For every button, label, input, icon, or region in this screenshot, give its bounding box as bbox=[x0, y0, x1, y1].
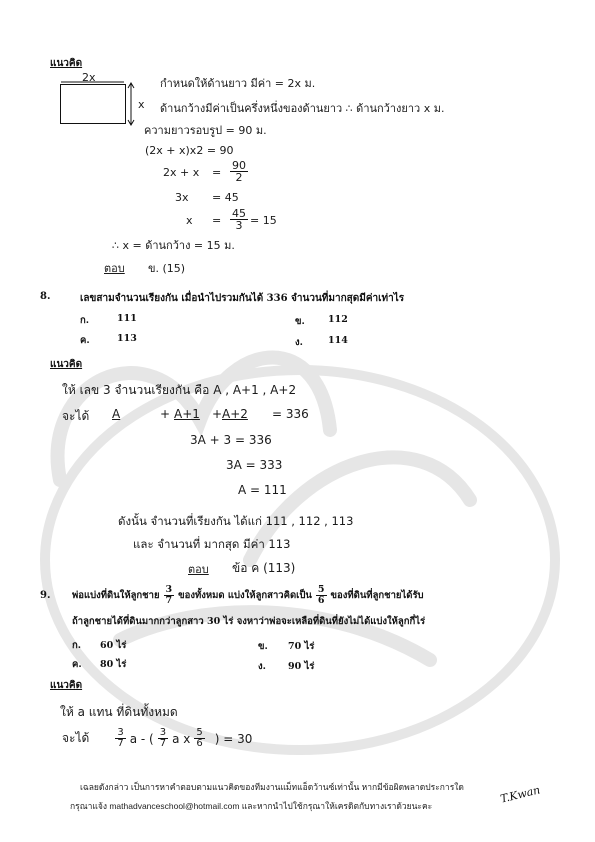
equation-2-equals: = bbox=[212, 166, 222, 179]
equation-2-left: 2x + x bbox=[163, 166, 200, 179]
q8-option-c: 113 bbox=[117, 333, 137, 344]
q8-option-c-label: ค. bbox=[80, 335, 90, 346]
equation-4-left: x bbox=[186, 214, 193, 227]
q8-option-a-label: ก. bbox=[80, 315, 90, 326]
q9-option-c-label: ค. bbox=[72, 659, 82, 670]
plus-2: + bbox=[212, 407, 223, 421]
eq-a: A = 111 bbox=[238, 483, 287, 497]
given-long-side: กำหนดให้ด้านยาว มีค่า = 2x ม. bbox=[160, 77, 316, 90]
q8-number: 8. bbox=[40, 291, 51, 302]
q9-fraction-5-6: $\frac{5}{6}$ bbox=[317, 584, 325, 606]
rect-side-arrow bbox=[126, 82, 136, 126]
rect-side-label: x bbox=[138, 98, 145, 111]
q8-option-d: 114 bbox=[328, 335, 348, 346]
rect-top-arrow bbox=[60, 78, 126, 86]
footer-disclaimer: เฉลยดังกล่าว เป็นการหาคำตอบตามแนวคิดของทีมงานแม็ทแอ็ดว้านซ์เท่านั้น หากมีข้อผิดพลาดประการใด bbox=[80, 782, 464, 792]
solution-heading-1: แนวคิด bbox=[50, 58, 83, 69]
equation-4-equals: = bbox=[212, 214, 222, 227]
equation-4-result: = 15 bbox=[250, 214, 277, 227]
answer-label-2: ตอบ bbox=[188, 563, 209, 576]
solution-heading-3: แนวคิด bbox=[50, 680, 83, 691]
let-a-total-land: ให้ a แทน ที่ดินทั้งหมด bbox=[60, 705, 178, 719]
equation-2-fraction: $\frac{90}{2}$ bbox=[232, 159, 246, 184]
let-three-numbers: ให้ เลข 3 จำนวนเรียงกัน คือ A , A+1 , A+2 bbox=[62, 383, 297, 397]
q8-option-a: 111 bbox=[117, 313, 137, 324]
equation-land: จะได้ $\frac{3}{7}$ a - ( $\frac{3}{7}$ a x $\frac{5}{6}$ ) = 30 bbox=[62, 727, 253, 749]
q9-text-line1: พ่อแบ่งที่ดินให้ลูกชาย $\frac{3}{7}$ ของทั้งหมด แบ่งให้ลูกสาวคิดเป็น $\frac{5}{6}$ ของที่ดินที่ลูกชายได้รับ bbox=[72, 584, 424, 606]
q9-option-d: 90 ไร่ bbox=[288, 661, 315, 672]
term-a-plus-1: A+1 bbox=[174, 407, 200, 421]
largest-number: และ จำนวนที่ มากสุด มีค่า 113 bbox=[133, 537, 291, 551]
term-a-plus-2: A+2 bbox=[222, 407, 248, 421]
q8-option-b: 112 bbox=[328, 314, 348, 325]
eq-3a-plus-3: 3A + 3 = 336 bbox=[190, 433, 272, 447]
rect-top-label: 2x bbox=[82, 71, 96, 84]
answer-label-1: ตอบ bbox=[104, 262, 125, 275]
q8-text: เลขสามจำนวนเรียงกัน เมื่อนำไปรวมกันได้ 336 จำนวนที่มากสุดมีค่าเท่าไร bbox=[80, 293, 405, 304]
eq-3a: 3A = 333 bbox=[226, 458, 283, 472]
plus-1: + bbox=[160, 407, 171, 421]
answer-value-2: ข้อ ค (113) bbox=[232, 561, 296, 575]
q8-option-b-label: ข. bbox=[295, 316, 305, 327]
rectangle-diagram bbox=[60, 84, 126, 124]
q9-option-d-label: ง. bbox=[258, 661, 266, 672]
given-short-side: ด้านกว้างมีค่าเป็นครึ่งหนึ่งของด้านยาว ∴ ด้านกว้างยาว x ม. bbox=[160, 102, 445, 115]
q8-option-d-label: ง. bbox=[295, 337, 303, 348]
q9-option-c: 80 ไร่ bbox=[100, 659, 127, 670]
block2-jadai: จะได้ bbox=[62, 409, 90, 423]
sum-336: = 336 bbox=[272, 407, 309, 421]
q9-fraction-3-7: $\frac{3}{7}$ bbox=[165, 584, 173, 606]
q9-number: 9. bbox=[40, 590, 51, 601]
footer-contact: กรุณาแจ้ง mathadvanceschool@hotmail.com และหากนำไปใช้กรุณาให้เครดิตกับทางเราด้วยนะคะ bbox=[70, 801, 433, 811]
equation-4-fraction: $\frac{45}{3}$ bbox=[232, 207, 246, 232]
answer-value-1: ข. (15) bbox=[148, 262, 186, 275]
given-perimeter: ความยาวรอบรูป = 90 ม. bbox=[144, 124, 267, 137]
term-a: A bbox=[112, 407, 121, 421]
therefore-numbers: ดังนั้น จำนวนที่เรียงกัน ได้แก่ 111 , 112 , 113 bbox=[118, 514, 354, 528]
q9-option-a: 60 ไร่ bbox=[100, 640, 127, 651]
signature: T.Kwan bbox=[499, 783, 542, 806]
q9-option-b-label: ข. bbox=[258, 641, 268, 652]
solution-heading-2: แนวคิด bbox=[50, 359, 83, 370]
q9-option-a-label: ก. bbox=[72, 640, 82, 651]
equation-3-left: 3x bbox=[175, 191, 189, 204]
q9-text-line2: ถ้าลูกชายได้ที่ดินมากกว่าลูกสาว 30 ไร่ จงหาว่าพ่อจะเหลือที่ดินที่ยังไม่ได้แบ่งให้ลูกกี่ไร่ bbox=[72, 616, 426, 627]
conclusion-1: ∴ x = ด้านกว้าง = 15 ม. bbox=[112, 239, 235, 252]
equation-1: (2x + x)x2 = 90 bbox=[145, 144, 234, 157]
equation-3-right: = 45 bbox=[212, 191, 239, 204]
q9-option-b: 70 ไร่ bbox=[288, 641, 315, 652]
